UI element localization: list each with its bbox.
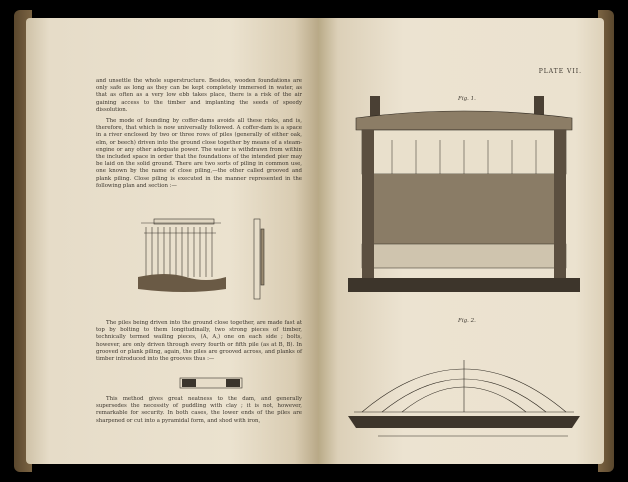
fig-2-label: Fig. 2. [458,318,476,324]
arch-plan-figure [348,340,580,444]
paragraph-1: and unsettle the whole superstructure. Besides, wooden foundations are only safe as long as they can be kept completely immersed in water, as that as often as a very low ebb takes place, there is a risk of the air gaining access to the timber and implanting the seeds of speedy dissolution. [96,78,302,113]
cofferdam-section-figure [348,96,580,292]
fig-1-label: Fig. 1. [458,96,476,102]
paragraph-3: The piles being driven into the ground close together, are made fast at top by bolting to them longitudinally, two strong pieces of timber, technically termed wailing pieces, (A, A,) one on each side ; bolts, however, are only driven through every fourth or fifth pile (as at B, B). In grooved or plank piling, again, the piles are grooved across, and planks of timber introduced into the grooves thus :— [96,320,302,363]
paragraph-4: This method gives great neatness to the dam, and generally supersedes the necessity of puddling with clay ; it is not, however, remarkable for security. In both cases, the lower ends of the piles are sharpened or cut into a pyramidal form, and shod with iron, [96,396,302,424]
paragraph-2: The mode of founding by coffer-dams avoids all these risks, and is, therefore, that which is now universally followed. A coffer-dam is a space in a river enclosed by two or three rows of piles (generally of either oak, elm, or beech) driven into the ground close together by means of a steam-engine or any other adequate power. The water is withdrawn from within the included space in order that the foundations of the intended pier may be laid on the solid ground. There are two sorts of piling in common use, one known by the name of close piling,—the other called grooved and plank piling. Close piling is executed in the manner represented in the following plan and section :— [96,118,302,189]
close-piling-figure [126,215,306,305]
open-book [14,10,614,472]
left-page [26,18,318,464]
plate-number: PLATE VII. [538,68,582,75]
right-page [318,18,604,464]
grooved-piling-figure [176,374,246,392]
